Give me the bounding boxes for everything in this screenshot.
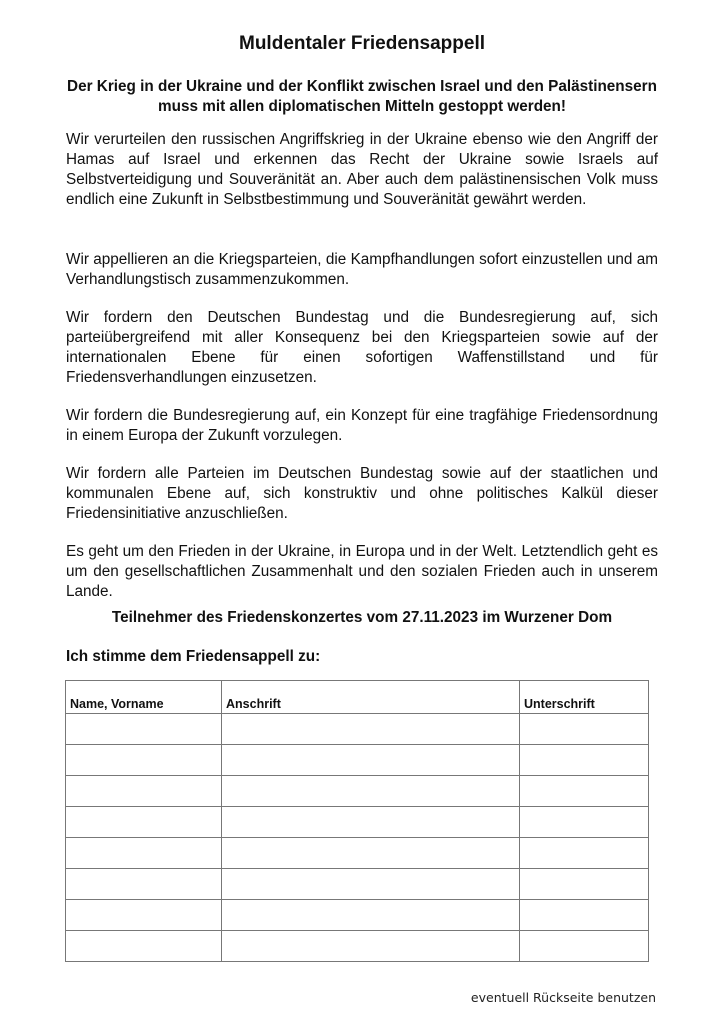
paragraph: Wir fordern alle Parteien im Deutschen Bundestag sowie auf der staatlichen und kommunalen Ebene auf, sich konstruktiv und ohne politisches Kalkül dieser Friedensinitiative anzuschließen. bbox=[66, 465, 658, 522]
paragraph: Wir appellieren an die Kriegsparteien, die Kampfhandlungen sofort einzustellen und am Verhandlungstisch zusammenzukommen. bbox=[66, 251, 658, 288]
column-header-name: Name, Vorname bbox=[66, 681, 222, 714]
participants-line: Teilnehmer des Friedenskonzertes vom 27.11.2023 im Wurzener Dom bbox=[111, 609, 613, 626]
address-cell[interactable] bbox=[222, 714, 520, 745]
table-row bbox=[66, 838, 649, 869]
paragraph: Wir fordern den Deutschen Bundestag und die Bundesregierung auf, sich parteiübergreifend mit aller Konsequenz bei den Kriegsparteien sowie auf der internationalen Ebene für einen sofortigen Waffenstillstand und für Friedensverhandlungen einzusetzen. bbox=[66, 309, 658, 386]
address-cell[interactable] bbox=[222, 900, 520, 931]
name-cell[interactable] bbox=[66, 776, 222, 807]
signature-rows bbox=[66, 714, 649, 962]
paragraph: Es geht um den Frieden in der Ukraine, in Europa und in der Welt. Letztendlich geht es um den gesellschaftlichen Zusammenhalt und den sozialen Frieden auch in unserem Lande. bbox=[66, 543, 658, 600]
address-cell[interactable] bbox=[222, 838, 520, 869]
paragraph: Wir verurteilen den russischen Angriffskrieg in der Ukraine ebenso wie den Angriff der Hamas auf Israel und erkennen das Recht der Ukraine sowie Israels auf Selbstverteidigung und Souveränität an. Aber auch dem palästinensischen Volk muss endlich eine Zukunft in Selbstbestimmung und Souveränität gewährt werden. bbox=[66, 131, 658, 208]
address-cell[interactable] bbox=[222, 931, 520, 962]
address-cell[interactable] bbox=[222, 869, 520, 900]
table-row bbox=[66, 869, 649, 900]
name-cell[interactable] bbox=[66, 714, 222, 745]
signature-cell[interactable] bbox=[520, 900, 649, 931]
name-cell[interactable] bbox=[66, 900, 222, 931]
name-cell[interactable] bbox=[66, 807, 222, 838]
column-header-signature: Unterschrift bbox=[520, 681, 649, 714]
signature-cell[interactable] bbox=[520, 714, 649, 745]
column-header-address: Anschrift bbox=[222, 681, 520, 714]
table-row bbox=[66, 931, 649, 962]
signature-cell[interactable] bbox=[520, 869, 649, 900]
name-cell[interactable] bbox=[66, 931, 222, 962]
document-title: Muldentaler Friedensappell bbox=[239, 33, 485, 54]
agree-heading: Ich stimme dem Friedensappell zu: bbox=[66, 648, 321, 665]
signature-cell[interactable] bbox=[520, 745, 649, 776]
table-row bbox=[66, 776, 649, 807]
name-cell[interactable] bbox=[66, 838, 222, 869]
table-row bbox=[66, 745, 649, 776]
table-row bbox=[66, 807, 649, 838]
address-cell[interactable] bbox=[222, 745, 520, 776]
signature-cell[interactable] bbox=[520, 931, 649, 962]
address-cell[interactable] bbox=[222, 807, 520, 838]
address-cell[interactable] bbox=[222, 776, 520, 807]
signature-cell[interactable] bbox=[520, 776, 649, 807]
table-row bbox=[66, 714, 649, 745]
name-cell[interactable] bbox=[66, 745, 222, 776]
signature-cell[interactable] bbox=[520, 838, 649, 869]
document-subtitle: Der Krieg in der Ukraine und der Konflikt zwischen Israel und den Palästinensern muss mit allen diplomatischen Mitteln gestoppt werden! bbox=[67, 78, 657, 115]
name-cell[interactable] bbox=[66, 869, 222, 900]
paragraph: Wir fordern die Bundesregierung auf, ein Konzept für eine tragfähige Friedensordnung in einem Europa der Zukunft vorzulegen. bbox=[66, 407, 658, 444]
signature-cell[interactable] bbox=[520, 807, 649, 838]
footer-note: eventuell Rückseite benutzen bbox=[470, 990, 656, 1005]
table-row bbox=[66, 900, 649, 931]
signature-table bbox=[65, 680, 649, 962]
table-header-row bbox=[66, 681, 649, 714]
